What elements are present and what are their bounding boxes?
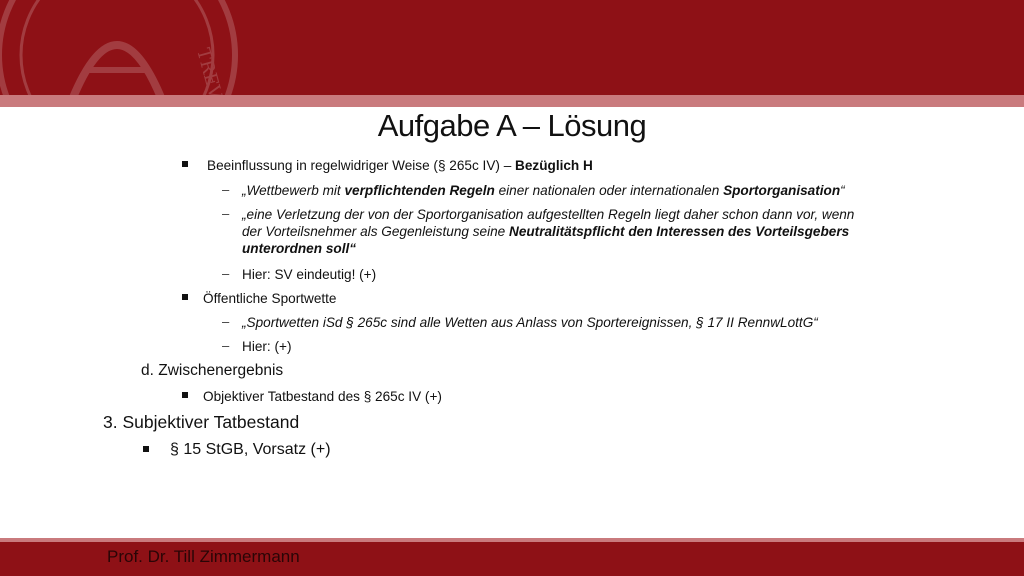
bullet-vorsatz: § 15 StGB, Vorsatz (+)	[170, 441, 331, 458]
heading-subjektiver: 3. Subjektiver Tatbestand	[103, 412, 300, 432]
bullet-sportwette: Öffentliche Sportwette	[203, 291, 337, 306]
bullet-square-icon	[182, 294, 188, 300]
header-stripe	[0, 95, 1024, 107]
dash-icon: –	[222, 266, 230, 281]
bullet-square-icon	[143, 446, 149, 452]
quote-bold: Sportorganisation	[723, 183, 841, 198]
quote-text: „Wettbewerb mit	[242, 183, 345, 198]
quote-bold: Neutralitätspflicht den Interessen des Vorteilsgebers	[509, 224, 850, 239]
quote-line: der Vorteilsnehmer als Gegenleistung seine	[242, 224, 509, 239]
hier-sv: Hier: SV eindeutig! (+)	[242, 267, 377, 282]
bullet-text: Beeinflussung in regelwidriger Weise (§ 265c IV) –	[207, 158, 516, 173]
bullet-square-icon	[182, 161, 188, 167]
quote-bold: verpflichtenden Regeln	[344, 183, 495, 198]
quote-text: einer nationalen oder internationalen	[494, 183, 724, 198]
bullet-beeinflussung	[207, 157, 593, 174]
bullet-objektiver: Objektiver Tatbestand des § 265c IV (+)	[203, 389, 442, 404]
dash-icon: –	[222, 206, 230, 221]
bullet-bold-text: Bezüglich H	[515, 158, 593, 173]
quote-sportwetten: „Sportwetten iSd § 265c sind alle Wetten aus Anlass von Sportereignissen, § 17 II RennwLottG“	[242, 315, 818, 330]
quote-line: „eine Verletzung der von der Sportorganisation aufgestellten Regeln liegt daher schon dann vor, wenn	[242, 207, 855, 222]
heading-zwischenergebnis: d. Zwischenergebnis	[141, 362, 284, 379]
quote-bold: unterordnen soll“	[242, 241, 357, 256]
footer-author: Prof. Dr. Till Zimmermann	[107, 547, 300, 566]
hier-plus: Hier: (+)	[242, 339, 292, 354]
bullet-square-icon	[182, 392, 188, 398]
page-title: Aufgabe A – Lösung	[377, 108, 647, 143]
dash-icon: –	[222, 338, 230, 353]
quote-verletzung	[242, 206, 962, 257]
dash-icon: –	[222, 314, 230, 329]
dash-icon: –	[222, 182, 230, 197]
quote-wettbewerb	[242, 182, 845, 199]
university-seal-watermark	[0, 0, 242, 180]
quote-text: “	[840, 183, 845, 198]
